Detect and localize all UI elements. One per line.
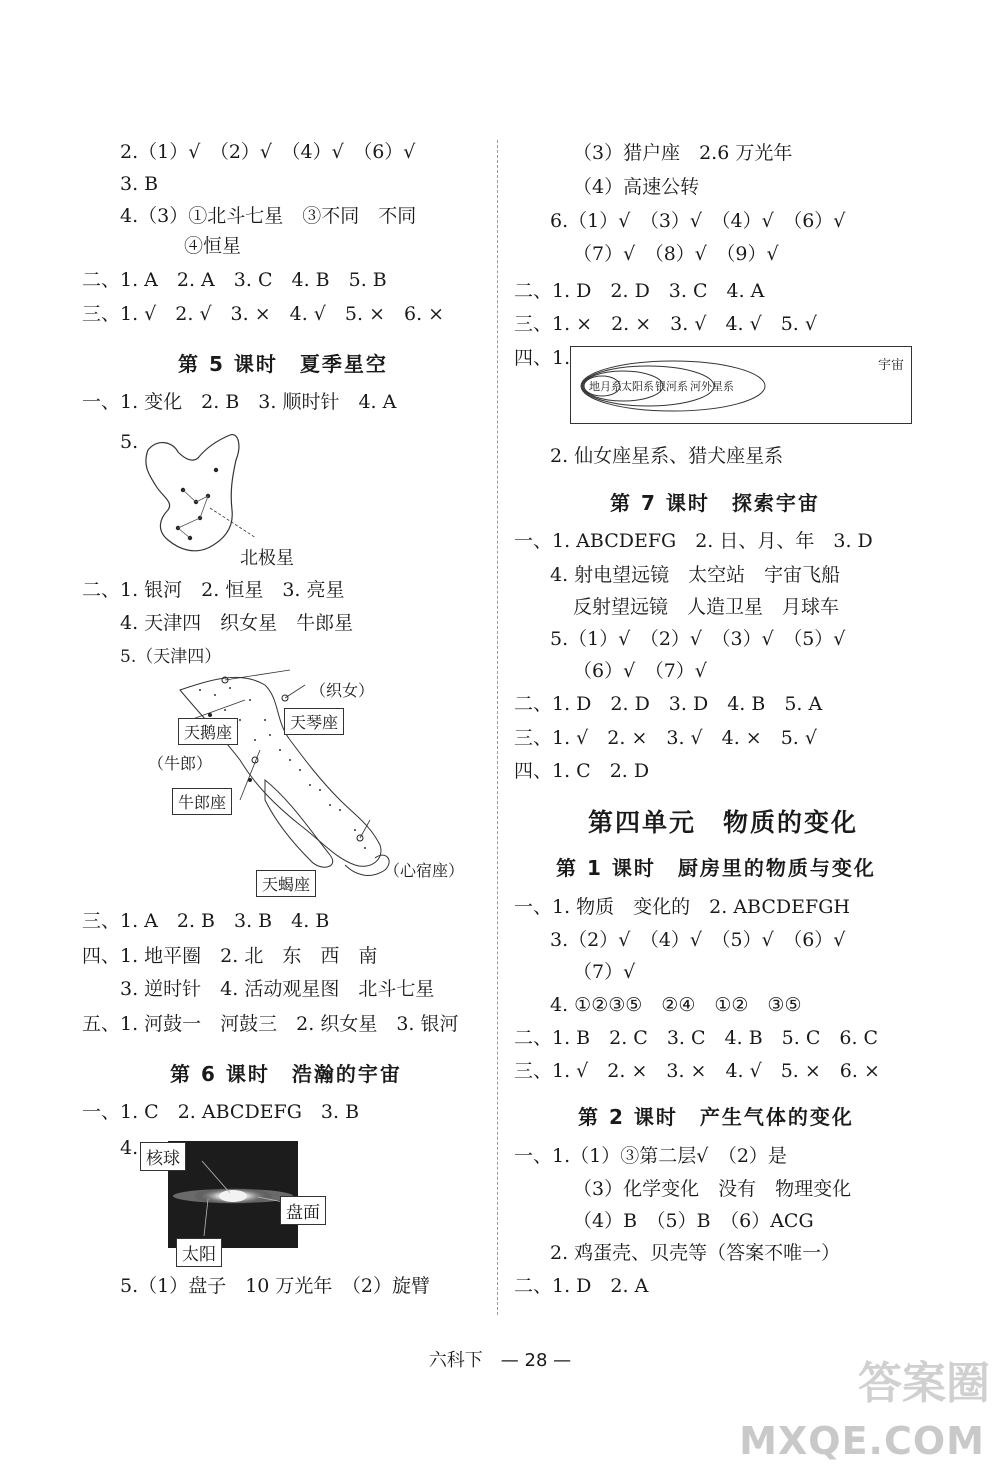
left-line-8: 5. xyxy=(120,431,139,453)
scorpius-label: 天蝎座 xyxy=(256,870,316,897)
left-line-7: 一、1. 变化 2. B 3. 顺时针 4. A xyxy=(82,391,397,413)
milky-way-label: 银河系 xyxy=(655,380,688,393)
lesson-7-heading: 第 7 课时 探索宇宙 xyxy=(610,491,820,515)
solar-system-label: 太阳系 xyxy=(621,380,654,393)
right-line-5: 二、1. D 2. D 3. C 4. A xyxy=(514,280,765,302)
left-line-3: 4.（3）①北斗七星 ③不同 不同 xyxy=(120,205,417,227)
unit4-lesson-1-heading: 第 1 课时 厨房里的物质与变化 xyxy=(556,856,876,880)
page-footer: 六科下 — 28 — xyxy=(428,1350,572,1371)
right-line-15: 三、1. √ 2. × 3. √ 4. × 5. √ xyxy=(514,727,817,749)
universe-label: 宇宙 xyxy=(878,358,905,373)
right-line-22: 三、1. √ 2. × 3. × 4. √ 5. × 6. × xyxy=(514,1060,880,1082)
bulge-label: 核球 xyxy=(140,1142,186,1171)
right-line-7: 四、1. xyxy=(514,347,571,369)
watermark-logo: 答案圈 xyxy=(858,1358,990,1409)
right-line-27: 二、1. D 2. A xyxy=(514,1275,649,1297)
right-line-18: 3.（2）√ （4）√ （5）√ （6）√ xyxy=(550,929,846,951)
right-line-23: 一、1.（1）③第二层√ （2）是 xyxy=(514,1145,787,1167)
right-line-4: （7）√ （8）√ （9）√ xyxy=(573,243,779,265)
earth-moon-label: 地月系 xyxy=(589,380,622,393)
altair-label: （牛郎） xyxy=(148,754,213,773)
right-line-6: 三、1. × 2. × 3. √ 4. √ 5. √ xyxy=(514,313,817,335)
left-line-14: 3. 逆时针 4. 活动观星图 北斗七星 xyxy=(120,978,435,1000)
unit-4-heading: 第四单元 物质的变化 xyxy=(588,808,859,837)
antares-label: （心宿座） xyxy=(384,861,465,880)
sun-label: 太阳 xyxy=(176,1238,222,1267)
polaris-label: 北极星 xyxy=(240,548,294,569)
left-line-12: 三、1. A 2. B 3. B 4. B xyxy=(82,910,330,932)
left-line-1: 2.（1）√ （2）√ （4）√ （6）√ xyxy=(120,141,416,163)
lesson-5-heading: 第 5 课时 夏季星空 xyxy=(178,352,388,376)
right-line-19: （7）√ xyxy=(573,961,636,983)
right-line-21: 二、1. B 2. C 3. C 4. B 5. C 6. C xyxy=(514,1027,879,1049)
unit4-lesson-2-heading: 第 2 课时 产生气体的变化 xyxy=(578,1105,854,1129)
right-line-17: 一、1. 物质 变化的 2. ABCDEFGH xyxy=(514,896,850,918)
right-line-13: （6）√ （7）√ xyxy=(573,660,707,682)
right-line-26: 2. 鸡蛋壳、贝壳等（答案不唯一） xyxy=(550,1242,841,1264)
left-line-15: 五、1. 河鼓一 河鼓三 2. 织女星 3. 银河 xyxy=(82,1013,459,1035)
galaxy-figure xyxy=(168,1141,298,1248)
column-divider xyxy=(497,140,498,1315)
right-line-16: 四、1. C 2. D xyxy=(514,760,650,782)
watermark-url: MXQE.COM xyxy=(739,1419,985,1463)
disk-label: 盘面 xyxy=(280,1196,326,1225)
left-line-2: 3. B xyxy=(120,173,159,195)
right-line-20: 4. ①②③⑤ ②④ ①② ③⑤ xyxy=(550,994,802,1016)
left-line-6: 三、1. √ 2. √ 3. × 4. √ 5. × 6. × xyxy=(82,303,445,325)
ursa-minor-figure xyxy=(138,430,258,560)
left-line-17: 4. xyxy=(120,1137,139,1159)
right-line-9: 一、1. ABCDEFG 2. 日、月、年 3. D xyxy=(514,530,873,552)
vega-label: （织女） xyxy=(310,681,375,700)
lyra-label: 天琴座 xyxy=(284,708,344,735)
left-line-13: 四、1. 地平圈 2. 北 东 西 南 xyxy=(82,945,378,967)
right-line-11: 反射望远镜 人造卫星 月球车 xyxy=(573,596,840,618)
right-line-3: 6.（1）√ （3）√ （4）√ （6）√ xyxy=(550,210,846,232)
right-line-12: 5.（1）√ （2）√ （3）√ （5）√ xyxy=(550,628,846,650)
extragalactic-label: 河外星系 xyxy=(690,380,734,393)
right-line-24: （3）化学变化 没有 物理变化 xyxy=(573,1178,852,1200)
aquila-label: 牛郎座 xyxy=(172,788,232,815)
right-line-2: （4）高速公转 xyxy=(573,176,700,198)
right-line-10: 4. 射电望远镜 太空站 宇宙飞船 xyxy=(550,564,841,586)
right-line-8: 2. 仙女座星系、猎犬座星系 xyxy=(550,445,784,467)
cygnus-label: 天鹅座 xyxy=(178,718,238,745)
right-line-14: 二、1. D 2. D 3. D 4. B 5. A xyxy=(514,693,823,715)
left-line-9: 二、1. 银河 2. 恒星 3. 亮星 xyxy=(82,579,345,601)
left-line-18: 5.（1）盘子 10 万光年 （2）旋臂 xyxy=(120,1275,431,1297)
right-line-25: （4）B （5）B （6）ACG xyxy=(573,1210,814,1232)
left-line-10: 4. 天津四 织女星 牛郎星 xyxy=(120,612,354,634)
left-line-16: 一、1. C 2. ABCDEFG 3. B xyxy=(82,1101,360,1123)
lesson-6-heading: 第 6 课时 浩瀚的宇宙 xyxy=(170,1062,402,1086)
left-line-11: 5.（天津四） xyxy=(120,647,222,667)
left-line-5: 二、1. A 2. A 3. C 4. B 5. B xyxy=(82,269,387,291)
right-line-1: （3）猎户座 2.6 万光年 xyxy=(573,142,793,164)
left-line-4: ④恒星 xyxy=(184,235,242,257)
